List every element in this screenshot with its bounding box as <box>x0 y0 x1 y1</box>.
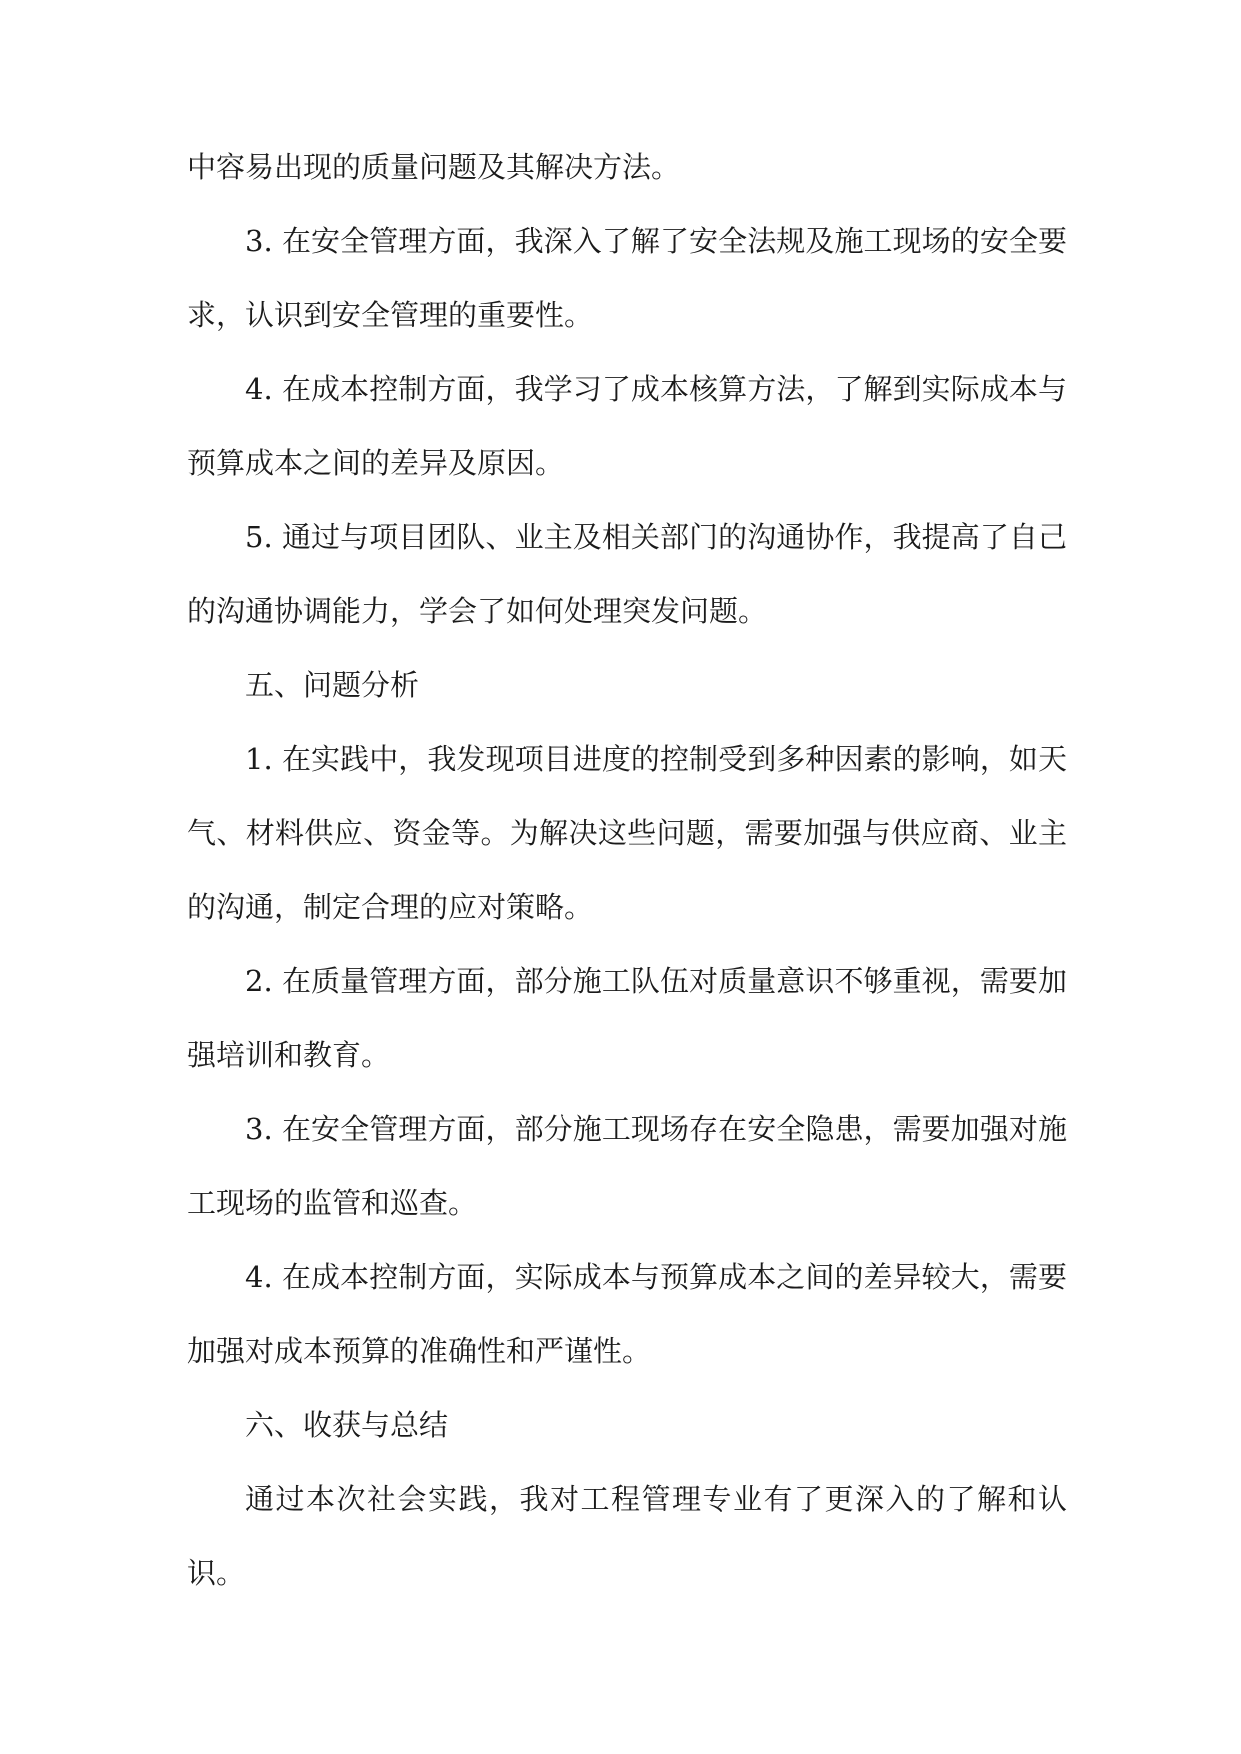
section-heading-problem-analysis: 五、问题分析 <box>245 668 420 702</box>
paragraph-item-3-safety: 3. 在安全管理方面，我深入了解了安全法规及施工现场的安全要求，认识到安全管理的重要性。 <box>187 224 1067 332</box>
paragraph-continuation: 中容易出现的质量问题及其解决方法。 <box>187 150 681 184</box>
paragraph-problem-4: 4. 在成本控制方面，实际成本与预算成本之间的差异较大，需要加强对成本预算的准确性和严谨性。 <box>187 1260 1067 1368</box>
paragraph-problem-1: 1. 在实践中，我发现项目进度的控制受到多种因素的影响，如天气、材料供应、资金等。为解决这些问题，需要加强与供应商、业主的沟通，制定合理的应对策略。 <box>187 742 1067 924</box>
paragraph-item-5-communication: 5. 通过与项目团队、业主及相关部门的沟通协作，我提高了自己的沟通协调能力，学会了如何处理突发问题。 <box>187 520 1067 628</box>
paragraph-problem-2: 2. 在质量管理方面，部分施工队伍对质量意识不够重视，需要加强培训和教育。 <box>187 964 1067 1072</box>
paragraph-summary: 通过本次社会实践，我对工程管理专业有了更深入的了解和认识。 <box>187 1482 1067 1590</box>
paragraph-problem-3: 3. 在安全管理方面，部分施工现场存在安全隐患，需要加强对施工现场的监管和巡查。 <box>187 1112 1067 1220</box>
paragraph-item-4-cost: 4. 在成本控制方面，我学习了成本核算方法，了解到实际成本与预算成本之间的差异及原因。 <box>187 372 1067 480</box>
document-body <box>187 130 1067 1610</box>
section-heading-summary: 六、收获与总结 <box>245 1408 449 1442</box>
